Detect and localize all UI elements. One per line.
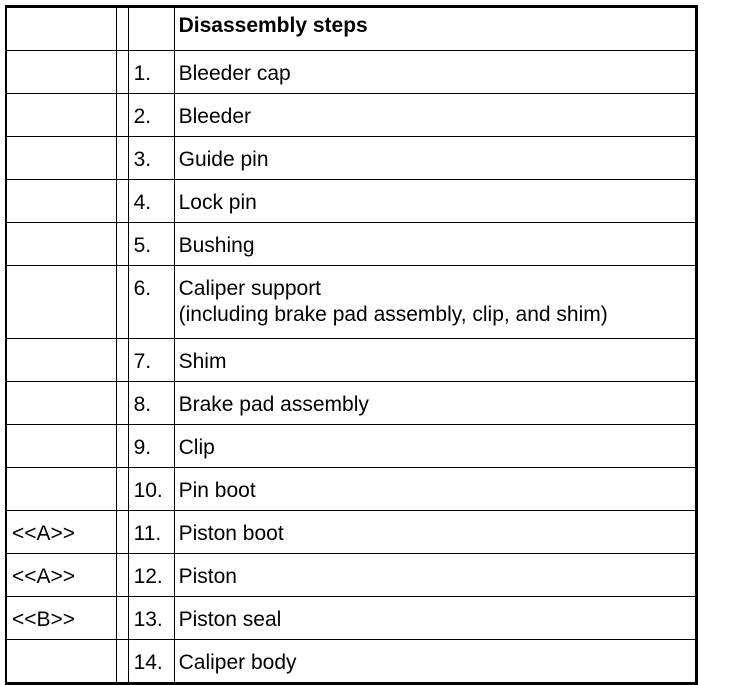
divider-cell <box>116 137 128 180</box>
step-label: Bleeder cap <box>178 62 291 85</box>
step-label-cell <box>174 180 696 223</box>
divider-cell <box>116 266 128 339</box>
step-number: 7. <box>128 339 174 382</box>
step-marker <box>6 94 116 137</box>
step-label-cell <box>174 339 696 382</box>
table-row <box>6 223 697 266</box>
step-label: Clip <box>178 436 215 459</box>
table-row <box>6 425 697 468</box>
step-label: Guide pin <box>178 148 269 171</box>
step-label-cell <box>174 425 696 468</box>
step-marker <box>6 266 116 339</box>
table-row <box>6 554 697 597</box>
step-label-cell <box>174 597 696 640</box>
step-marker: <<B>> <box>6 597 116 640</box>
step-marker <box>6 180 116 223</box>
step-note: (including brake pad assembly, clip, and shim) <box>178 303 608 326</box>
divider-cell <box>116 180 128 223</box>
step-number: 12. <box>128 554 174 597</box>
table-title: Disassembly steps <box>174 7 696 51</box>
divider-cell <box>116 382 128 425</box>
divider-cell <box>116 425 128 468</box>
step-marker: <<A>> <box>6 511 116 554</box>
step-label: Brake pad assembly <box>178 393 369 416</box>
step-number: 1. <box>128 51 174 94</box>
step-number: 11. <box>128 511 174 554</box>
step-label: Shim <box>178 350 227 373</box>
step-label: Bleeder <box>178 105 251 128</box>
step-number: 9. <box>128 425 174 468</box>
divider-cell <box>116 554 128 597</box>
divider-cell <box>116 468 128 511</box>
step-label-cell <box>174 51 696 94</box>
table-row <box>6 511 697 554</box>
step-label-cell <box>174 266 696 339</box>
step-marker <box>6 51 116 94</box>
step-number: 6. <box>128 266 174 339</box>
step-label: Caliper body <box>178 651 297 674</box>
step-label-cell <box>174 554 696 597</box>
disassembly-steps-table <box>5 5 698 685</box>
step-number: 4. <box>128 180 174 223</box>
step-marker <box>6 382 116 425</box>
step-number: 8. <box>128 382 174 425</box>
table-row <box>6 266 697 339</box>
step-marker <box>6 425 116 468</box>
step-number: 5. <box>128 223 174 266</box>
step-marker <box>6 468 116 511</box>
step-marker <box>6 640 116 684</box>
step-label: Lock pin <box>178 191 257 214</box>
step-label-cell <box>174 511 696 554</box>
step-label-cell <box>174 137 696 180</box>
table-row <box>6 339 697 382</box>
step-label-cell <box>174 468 696 511</box>
step-marker <box>6 137 116 180</box>
step-label-cell <box>174 382 696 425</box>
table-row <box>6 94 697 137</box>
step-label: Piston seal <box>178 608 282 631</box>
step-label: Piston <box>178 565 237 588</box>
step-label: Bushing <box>178 234 255 257</box>
step-marker <box>6 223 116 266</box>
step-label: Caliper support <box>178 277 322 300</box>
table-row <box>6 597 697 640</box>
divider-cell <box>116 597 128 640</box>
divider-cell <box>116 51 128 94</box>
divider-cell <box>116 640 128 684</box>
divider-cell <box>116 511 128 554</box>
table-row <box>6 382 697 425</box>
divider-cell <box>116 339 128 382</box>
table-row <box>6 640 697 684</box>
divider-cell <box>116 94 128 137</box>
table-header-row <box>6 7 697 51</box>
divider-cell <box>116 223 128 266</box>
table-row <box>6 468 697 511</box>
step-number: 2. <box>128 94 174 137</box>
step-label-cell <box>174 94 696 137</box>
step-number: 3. <box>128 137 174 180</box>
step-number: 14. <box>128 640 174 684</box>
table-row <box>6 51 697 94</box>
number-header-cell <box>128 7 174 51</box>
step-marker <box>6 339 116 382</box>
marker-header-cell <box>6 7 116 51</box>
step-label-cell <box>174 640 696 684</box>
step-label: Piston boot <box>178 522 284 545</box>
step-marker: <<A>> <box>6 554 116 597</box>
step-number: 10. <box>128 468 174 511</box>
divider-cell <box>116 7 128 51</box>
table-row <box>6 137 697 180</box>
table-row <box>6 180 697 223</box>
step-label: Pin boot <box>178 479 256 502</box>
step-number: 13. <box>128 597 174 640</box>
step-label-cell <box>174 223 696 266</box>
